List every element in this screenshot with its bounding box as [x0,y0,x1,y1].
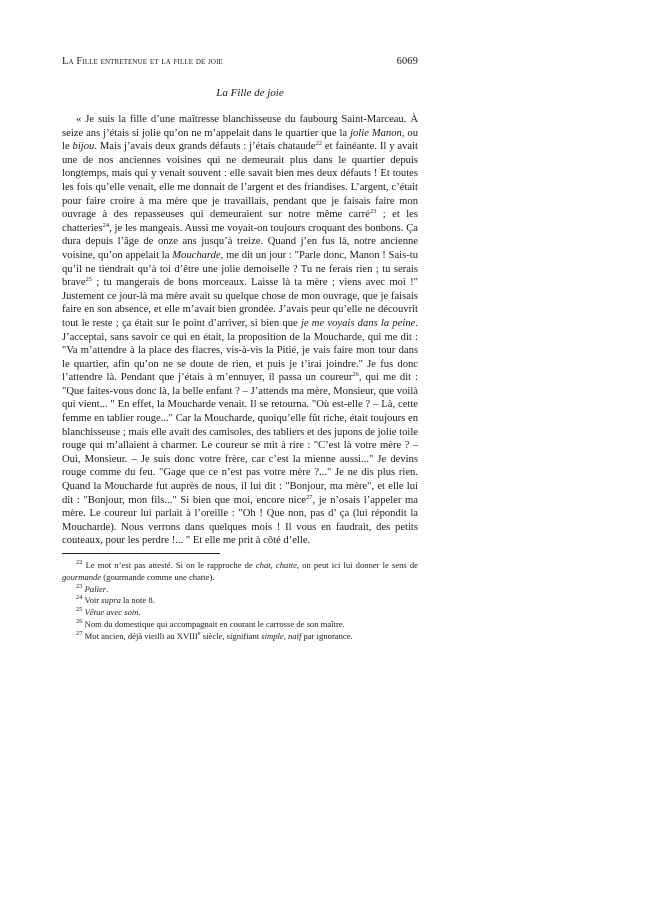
running-title: La Fille entretenue et la fille de joie [62,56,223,67]
footnote-divider [62,553,220,554]
page [62,56,418,548]
footnote-ref-23[interactable]: 23 [369,208,377,216]
footnote-ref-22[interactable]: 22 [315,140,323,148]
footnote-ref-26[interactable]: 26 [352,371,359,379]
footnote-ref-25[interactable]: 25 [85,276,93,284]
footnote-23: $^{23}$ Palier. [76,582,109,594]
footnotes [62,560,418,643]
footnote-27: $^{27}$ Mot ancien, déjà vieilli au XVIIIe siècle, signifiant simple, naïf par ignorance. [76,629,353,641]
paragraph: « Je suis la fille d’une maîtresse blanchisseuse du faubourg Saint-Marceau. À seize ans j’étais si jolie qu’on ne m’appelait dans le quartier que la jolie Manon, ou le bijou. Mais j’avais deux grands défauts : j’étais chataude$^{22}$ et fainéante. Il y avait une de nos anciennes voisines qui ne demeurait plus dans le quartier depuis longtemps, mais qui y venait souvent : elle savait bien mes deux défauts ! Et toutes les fois qu’elle venait, elle me donnait de l’argent et des friandises. L’argent, c’était pour faire croire à ma mère que je travaillais, pendant que je faisais faire mon ouvrage à des repasseuses qui demeuraient sur notre même carré$^{23}$ ; et les chatteries$^{24}$, je les mangeais. Aussi me voyait-on toujours croquant des bonbons. Ça dura depuis l’âge de onze ans jusqu’à treize. Quand j’en fus là, notre ancienne voisine, qu’on appelait la Moucharde, me dit un jour : "Parle donc, Manon ! Sais-tu qu’il ne tiendrait qu’à toi d’être une jolie demoiselle ? Tu ne ferais rien ; tu serais brave$^{25}$ ; tu mangerais de bons morceaux. Laisse là ta mère ; viens avec moi !" Justement ce jour-là ma mère avait su quelque chose de mon ouvrage, que je faisais faire en son absence, et elle m’avait bien grondée. J’avais peur qu’elle ne découvrît tout le reste ; ça était sur le point d’arriver, si bien que je me voyais dans la peine. J’acceptai, sans savoir ce qui en était, la proposition de la Moucharde, qui me dit : "Va m’attendre à la place des fiacres, vis-à-vis la Pitié, je vais faire mon tour dans le quartier, afin qu’on ne se doute de rien, et puis je t’irai joindre." Je fus donc l’attendre là. Pendant que j’étais à m’ennuyer, il passa un coureur$^{26}$, qui me dit : "Que faites-vous donc là, la belle enfant ? – J’attends ma mère, Monsieur, que voilà qui vient... " En effet, la Moucharde venait. Il se retourna. "Où est-elle ? – Là, cette femme en tablier rouge..." Car la Moucharde, quoiqu’elle fût riche, était toujours en blanchisseuse ; mais elle avait des camisoles, des tabliers et des jupons de jolie toile rouge qui m’allaient à charmer. Le coureur se mit à rire : "C’est là votre mère ? – Oui, Monsieur. – Je suis donc votre frère, car c’est la mienne aussi..." Je devins rouge comme du feu. "Gage que ce n’est pas votre mère ?..." Je ne dis plus rien. Quand la Moucharde fut auprès de nous, il lui dit : "Bonjour, ma mère", et elle lui dit : "Bonjour, mon fils..." Si bien que moi, encore nice$^{27}$, je n’osais l’appeler ma mère. Le coureur lui parlait à l’oreille : "Oh ! Que non, pas d’ ça (lui répondit la Moucharde). Nous verrons dans quelques mois ! Il vous en faudrait, des petits couteaux, pour les perdre !... " Et elle me prit à côté d’elle. [62,114,418,547]
footnote-24: $^{24}$ Voir supra la note 8. [76,594,155,606]
footnote-26: $^{26}$ Nom du domestique qui accompagnait en courant le carrosse de son maître. [76,617,345,629]
section-title: La Fille de joie [216,87,284,99]
footnote-25: $^{25}$ Vêtue avec soin. [76,606,141,618]
page-number: 6069 [396,56,418,67]
footnote-ref-24[interactable]: 24 [102,221,110,229]
running-header [62,56,418,67]
footnote-ref-27[interactable]: 27 [305,493,313,501]
footnote-22: $^{22}$ Le mot n’est pas attesté. Si on le rapproche de chat, chatte, on peut ici lui donner le sens de gourmande (gourmande comme une chatte). [62,559,418,582]
body-text [62,113,418,548]
